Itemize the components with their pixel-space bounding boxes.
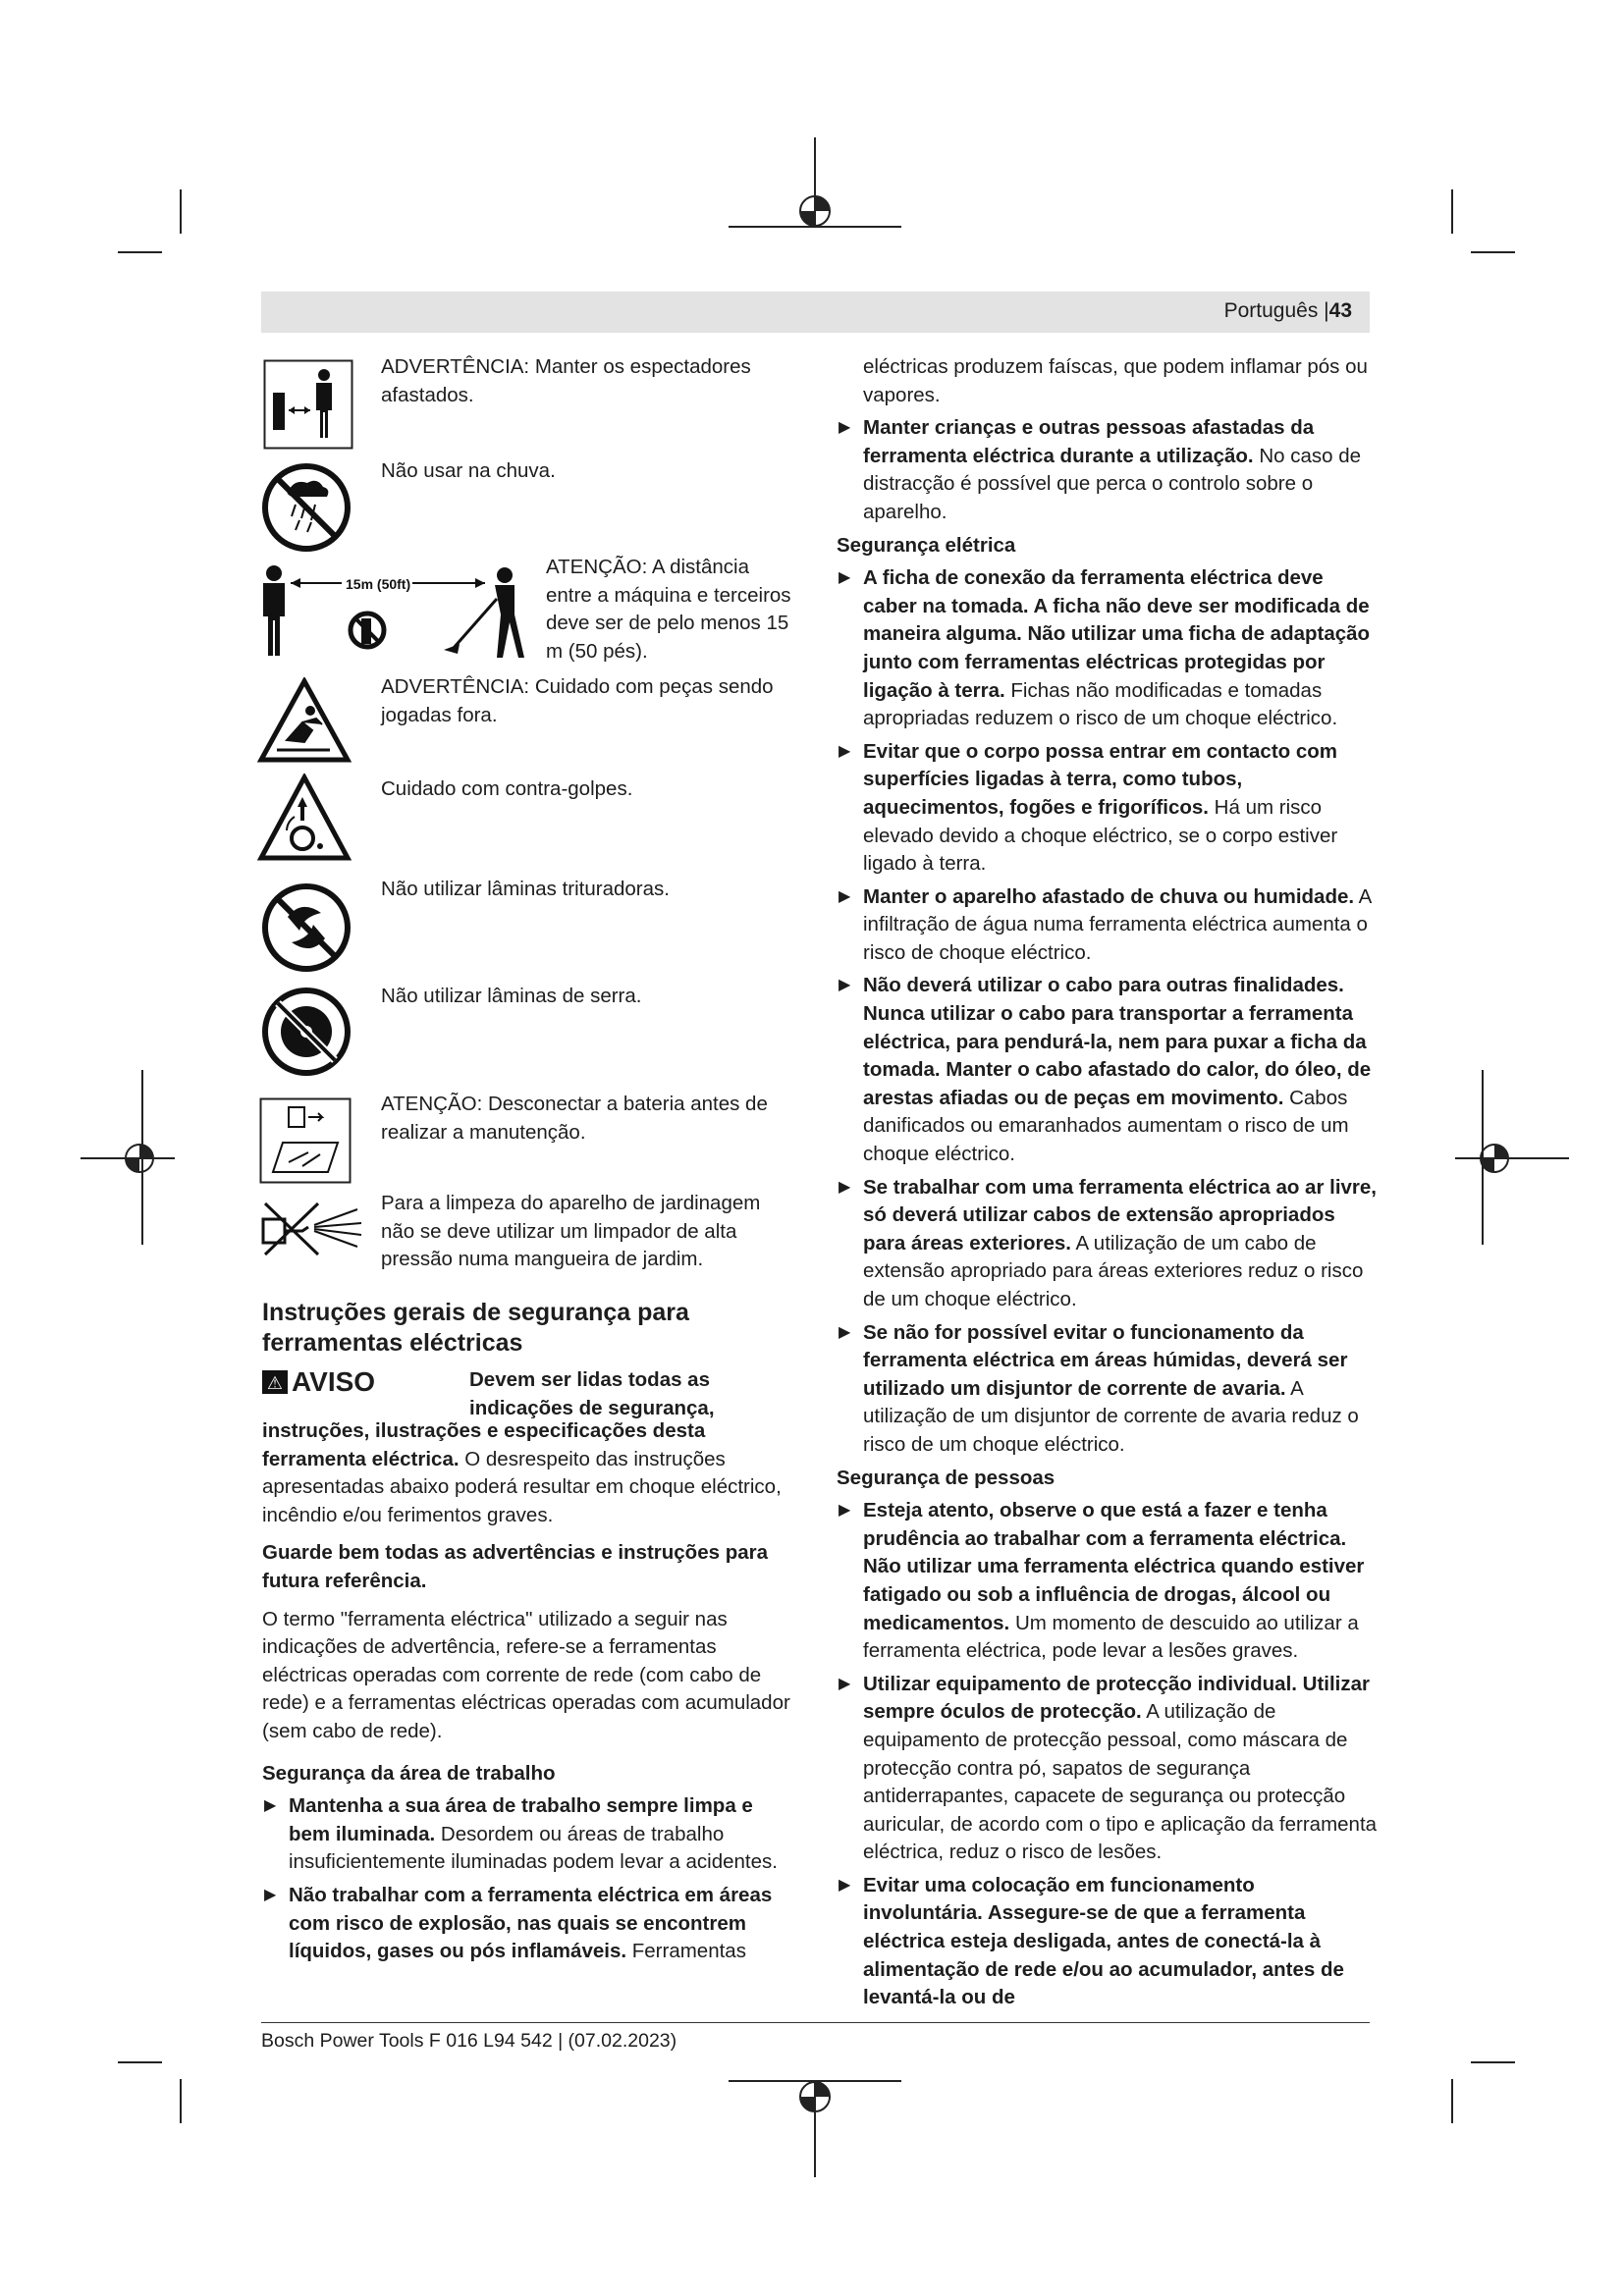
item-normal: Cabos danificados ou emaranhados aumentam o risco de um choque eléctrico.	[863, 1086, 1349, 1166]
crop-mark	[180, 2079, 182, 2123]
list-item	[262, 1882, 795, 1966]
bullet-triangle-icon: ▶	[264, 1886, 277, 1903]
bullet-triangle-icon: ▶	[264, 1797, 277, 1815]
list-item	[837, 1872, 1379, 2012]
bullet-triangle-icon: ▶	[839, 977, 851, 994]
item-bold: Manter o aparelho afastado de chuva ou humidade.	[863, 884, 1355, 908]
bullet-triangle-icon: ▶	[839, 1178, 851, 1196]
list-item	[837, 1319, 1379, 1460]
item-normal: Um momento de descuido ao utilizar a ferramenta eléctrica, pode levar a lesões graves.	[863, 1611, 1359, 1663]
warning-block	[262, 1366, 795, 1417]
header-language: Português	[1223, 299, 1319, 322]
item-bold: Utilizar equipamento de protecção individual. Utilizar sempre óculos de protecção.	[863, 1672, 1371, 1724]
header-text	[1224, 299, 1352, 323]
no-mulching-blades-icon	[260, 881, 352, 974]
footer-text: Bosch Power Tools F 016 L94 542 | (07.02.2023)	[261, 2030, 677, 2052]
no-pressure-washer-icon	[259, 1196, 367, 1258]
crop-mark	[1451, 2079, 1453, 2123]
list-item	[837, 1174, 1379, 1314]
item-bold: Mantenha a sua área de trabalho sempre limpa e bem iluminada.	[289, 1794, 753, 1845]
item-bold: A ficha de conexão da ferramenta eléctrica deve caber na tomada. A ficha não deve ser modificada de maneira alguma. Não utilizar uma ficha de adaptação junto com ferramentas eléctricas protegidas por ligação à terra.	[863, 566, 1371, 702]
bullet-triangle-icon: ▶	[839, 887, 851, 905]
section-subtitle: Segurança de pessoas	[837, 1466, 1056, 1489]
section-subtitle: Segurança da área de trabalho	[262, 1761, 556, 1785]
icon-text: Não utilizar lâminas trituradoras.	[381, 878, 670, 900]
item-normal: A utilização de equipamento de protecção pessoal, como máscara de protecção contra pó, sapatos de segurança antiderrapantes, capacete de segurança ou protecção auricular, de acordo com o tipo e aplicação da ferramenta eléctrica, reduz o risco de lesões.	[863, 1700, 1378, 1864]
item-normal: A infiltração de água numa ferramenta eléctrica aumenta o risco de choque eléctrico.	[863, 884, 1372, 964]
icon-text: ATENÇÃO: A distância entre a máquina e terceiros deve ser de pelo menos 15 m (50 pés).	[546, 556, 791, 663]
warning-bold: instruções, ilustrações e especificações desta ferramenta eléctrica.	[262, 1419, 706, 1470]
item-normal: Desordem ou áreas de trabalho insuficientemente iluminadas podem levar a acidentes.	[289, 1822, 778, 1874]
warning-normal: O desrespeito das instruções apresentadas abaixo poderá resultar em choque eléctrico, incêndio e/ou ferimentos graves.	[262, 1447, 782, 1526]
item-bold: Esteja atento, observe o que está a fazer e tenha prudência ao trabalhar com a ferramenta eléctrica. Não utilizar uma ferramenta eléctrica quando estiver fatigado ou sob a influência de drogas, álcool ou medicamentos.	[863, 1499, 1365, 1634]
keep-bystanders-away-icon	[263, 359, 353, 450]
list-item	[262, 1792, 795, 1877]
icon-text: Não usar na chuva.	[381, 459, 556, 482]
warning-paragraph	[262, 1417, 795, 1529]
right-column-text	[837, 353, 1379, 2017]
header-separator: |	[1324, 299, 1329, 322]
item-bold: Não deverá utilizar o cabo para outras finalidades. Nunca utilizar o cabo para transportar a ferramenta eléctrica, para pendurá-la, nem para puxar a ficha da tomada. Manter o cabo afastado do calor, do óleo, de arestas afiadas ou de peças em movimento.	[863, 974, 1372, 1109]
list-item	[837, 1671, 1379, 1867]
item-bold: Evitar que o corpo possa entrar em contacto com superfícies ligadas à terra, como tubos, aquecimentos, fogões e frigoríficos.	[863, 739, 1338, 819]
page-number: 43	[1328, 299, 1352, 322]
thrown-objects-icon	[257, 677, 352, 766]
no-saw-blades-icon	[260, 986, 352, 1078]
warning-lead: Devem ser lidas todas as indicações de segurança,	[469, 1368, 715, 1419]
registration-mark-icon	[727, 2071, 903, 2179]
bullet-triangle-icon: ▶	[839, 1876, 851, 1894]
icon-text: ATENÇÃO: Desconectar a bateria antes de realizar a manutenção.	[381, 1093, 768, 1144]
item-normal: Há um risco elevado devido a choque eléctrico, se o corpo estiver ligado à terra.	[863, 795, 1338, 876]
item-bold: Não trabalhar com a ferramenta eléctrica em áreas com risco de explosão, nas quais se encontrem líquidos, gases ou pós inflamáveis.	[289, 1883, 773, 1963]
warning-triangle-icon: ⚠	[262, 1370, 288, 1394]
crop-mark	[1471, 251, 1515, 253]
crop-mark	[1451, 189, 1453, 234]
item-normal: Ferramentas	[626, 1940, 746, 1963]
crop-mark	[180, 189, 182, 234]
crop-mark	[118, 2061, 162, 2063]
warning-badge	[262, 1368, 375, 1397]
section-subtitle: Segurança elétrica	[837, 533, 1016, 557]
item-normal: Fichas não modificadas e tomadas apropriadas reduzem o risco de um choque eléctrico.	[863, 678, 1338, 730]
item-normal: A utilização de um cabo de extensão apropriado para áreas exteriores reduz o risco de um choque eléctrico.	[863, 1231, 1364, 1310]
list-item	[837, 564, 1379, 733]
list-item	[837, 1497, 1379, 1666]
crop-mark	[1471, 2061, 1515, 2063]
page-header	[261, 292, 1370, 333]
item-normal: No caso de distracção é possível que perca o controlo sobre o aparelho.	[863, 444, 1362, 523]
icon-text: Para a limpeza do aparelho de jardinagem não se deve utilizar um limpador de alta pressão numa mangueira de jardim.	[381, 1192, 761, 1271]
section-title: Instruções gerais de segurança para ferramentas eléctricas	[262, 1299, 689, 1357]
icon-text: ADVERTÊNCIA: Cuidado com peças sendo jogadas fora.	[381, 675, 774, 726]
icon-text: Cuidado com contra-golpes.	[381, 777, 633, 800]
keep-instructions: Guarde bem todas as advertências e instruções para futura referência.	[262, 1541, 768, 1592]
bullet-triangle-icon: ▶	[839, 1675, 851, 1692]
list-item	[837, 738, 1379, 879]
footer-rule	[261, 2022, 1370, 2023]
registration-mark-icon	[727, 137, 903, 236]
distance-label: 15m (50ft)	[346, 576, 411, 592]
continuation-text: eléctricas produzem faíscas, que podem inflamar pós ou vapores.	[863, 355, 1368, 406]
left-column-text	[262, 1298, 795, 1971]
disconnect-battery-icon	[259, 1097, 352, 1184]
item-normal: A utilização de um disjuntor de corrente de avaria reduz o risco de um choque eléctrico.	[863, 1376, 1359, 1456]
warning-label: AVISO	[292, 1366, 376, 1397]
bullet-triangle-icon: ▶	[839, 569, 851, 587]
list-item	[837, 414, 1379, 526]
item-bold: Manter crianças e outras pessoas afastadas da ferramenta eléctrica durante a utilização.	[863, 416, 1315, 467]
bullet-triangle-icon: ▶	[839, 419, 851, 437]
list-item	[837, 883, 1379, 968]
bullet-triangle-icon: ▶	[839, 1323, 851, 1341]
crop-mark	[118, 251, 162, 253]
icon-text: Não utilizar lâminas de serra.	[381, 985, 642, 1007]
item-bold: Se trabalhar com uma ferramenta eléctrica ao ar livre, só deverá utilizar cabos de extensão apropriados para áreas exteriores.	[863, 1175, 1378, 1255]
kickback-icon	[257, 774, 352, 864]
list-item	[837, 972, 1379, 1168]
item-bold: Se não for possível evitar o funcionamento da ferramenta eléctrica em áreas húmidas, deverá ser utilizado um disjuntor de corrente de avaria.	[863, 1320, 1348, 1400]
term-paragraph: O termo "ferramenta eléctrica" utilizado a seguir nas indicações de advertência, refere-se a ferramentas eléctricas operadas com corrente de rede (com cabo de rede) e a ferramentas eléctricas operadas com acumulador (sem cabo de rede).	[262, 1607, 790, 1742]
bullet-triangle-icon: ▶	[839, 1502, 851, 1520]
registration-mark-icon	[79, 1070, 177, 1247]
distance-15m-icon	[257, 560, 542, 664]
registration-mark-icon	[1453, 1070, 1571, 1247]
item-bold: Evitar uma colocação em funcionamento involuntária. Assegure-se de que a ferramenta eléctrica esteja desligada, antes de conectá-la à alimentação de rede e/ou ao acumulador, antes de levantá-la ou de	[863, 1873, 1344, 2009]
icon-text: ADVERTÊNCIA: Manter os espectadores afastados.	[381, 355, 751, 406]
bullet-triangle-icon: ▶	[839, 742, 851, 760]
no-rain-icon	[260, 461, 352, 554]
